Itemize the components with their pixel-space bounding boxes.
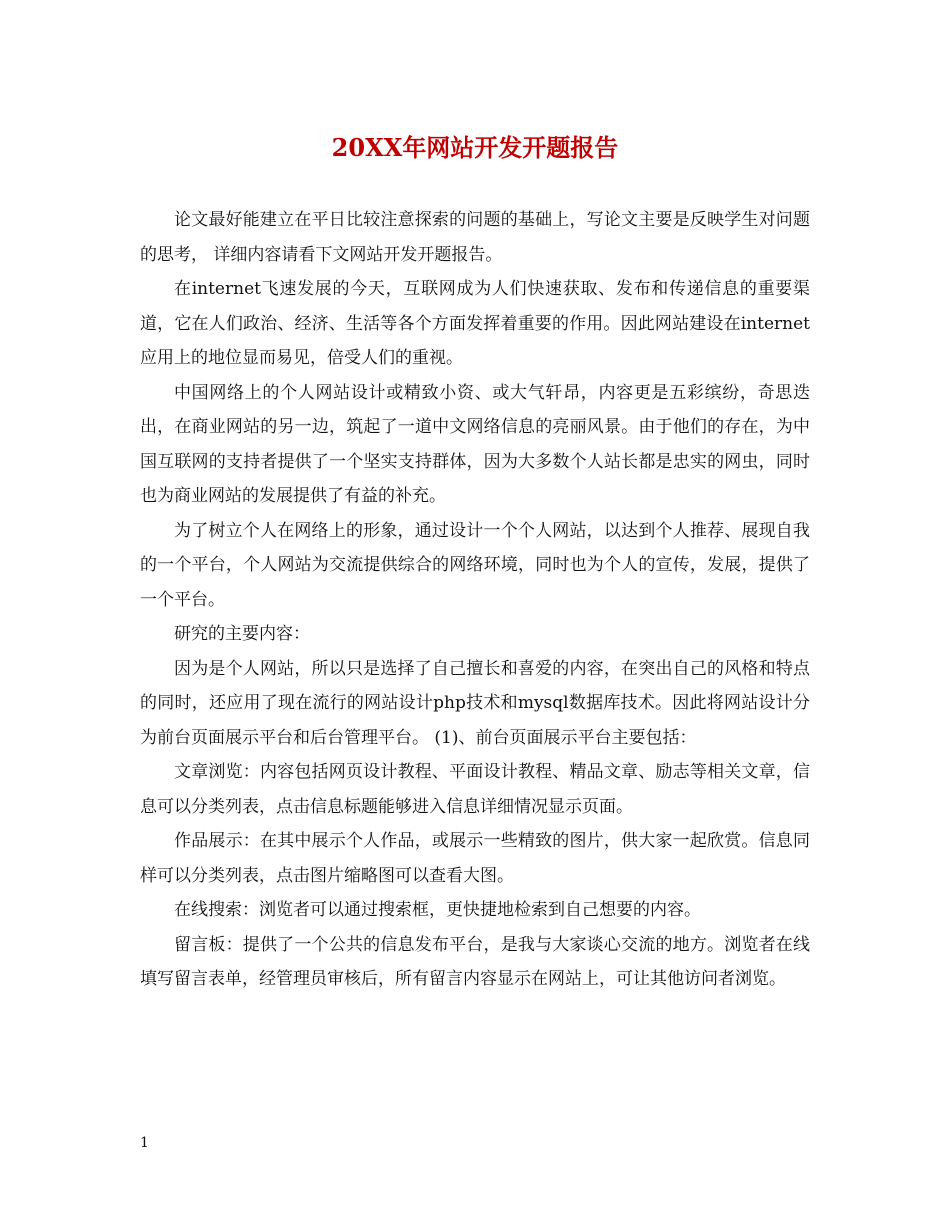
paragraph-purpose: 为了树立个人在网络上的形象，通过设计一个个人网站，以达到个人推荐、展现自我的一个平台，个人网站为交流提供综合的网络环境，同时也为个人的宣传，发展，提供了一个平台。 — [140, 520, 810, 610]
paragraph-main-content-heading: 研究的主要内容： — [174, 624, 310, 644]
paragraph-guestbook: 留言板：提供了一个公共的信息发布平台，是我与大家谈心交流的地方。浏览者在线填写留言表单，经管理员审核后，所有留言内容显示在网站上，可让其他访问者浏览。 — [140, 934, 810, 989]
paragraph-design-overview: 因为是个人网站，所以只是选择了自己擅长和喜爱的内容，在突出自己的风格和特点的同时，还应用了现在流行的网站设计php技术和mysql数据库技术。因此将网站设计分为前台页面展示平台和后台管理平台。 (1)、前台页面展示平台主要包括： — [140, 658, 810, 748]
paragraph-works-display: 作品展示：在其中展示个人作品，或展示一些精致的图片，供大家一起欣赏。信息同样可以分类列表，点击图片缩略图可以查看大图。 — [140, 831, 810, 886]
document-body — [140, 203, 810, 997]
document-title: 20XX年网站开发开题报告 — [331, 133, 619, 162]
paragraph-internet: 在internet飞速发展的今天，互联网成为人们快速获取、发布和传递信息的重要渠道，它在人们政治、经济、生活等各个方面发挥着重要的作用。因此网站建设在internet应用上的地位显而易见，倍受人们的重视。 — [140, 279, 810, 368]
page-number: 1 — [140, 1135, 149, 1151]
paragraph-intro: 论文最好能建立在平日比较注意探索的问题的基础上，写论文主要是反映学生对问题的思考， 详细内容请看下文网站开发开题报告。 — [140, 210, 810, 265]
paragraph-online-search: 在线搜索：浏览者可以通过搜索框，更快捷地检索到自己想要的内容。 — [174, 900, 701, 920]
paragraph-personal-sites: 中国网络上的个人网站设计或精致小资、或大气轩昂，内容更是五彩缤纷，奇思迭出，在商业网站的另一边，筑起了一道中文网络信息的亮丽风景。由于他们的存在，为中国互联网的支持者提供了一个坚实支持群体，因为大多数个人站长都是忠实的网虫，同时也为商业网站的发展提供了有益的补充。 — [140, 382, 810, 506]
paragraph-article-browsing: 文章浏览：内容包括网页设计教程、平面设计教程、精品文章、励志等相关文章，信息可以分类列表，点击信息标题能够进入信息详细情况显示页面。 — [140, 762, 810, 817]
